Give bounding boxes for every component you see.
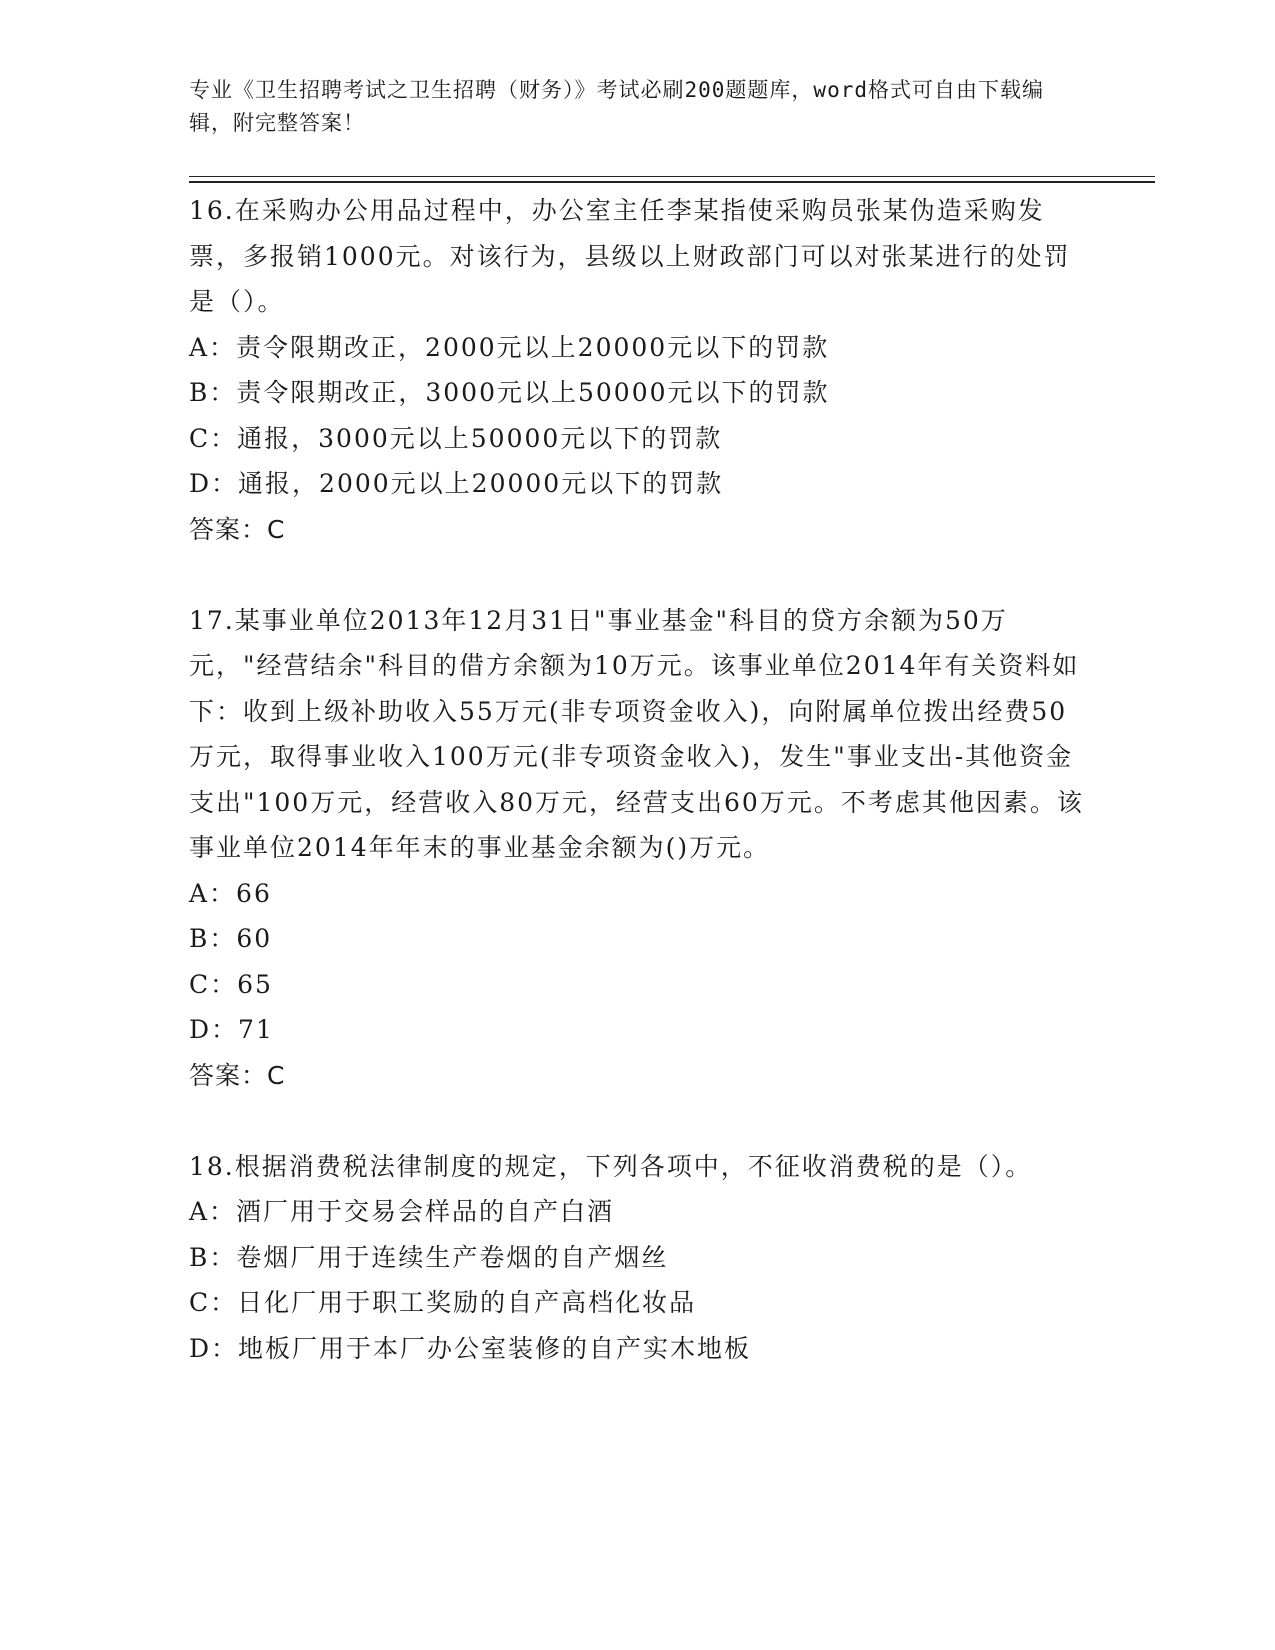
answer: 答案：C <box>189 1060 286 1090</box>
question-stem: 18.根据消费税法律制度的规定，下列各项中，不征收消费税的是（）。 <box>189 1151 1033 1181</box>
option-c: C：65 <box>189 969 273 999</box>
question-stem: 17.某事业单位2013年12月31日"事业基金"科目的贷方余额为50万元，"经营结余"科目的借方余额为10万元。该事业单位2014年有关资料如下：收到上级补助收入55万元(非专项资金收入)，向附属单位拨出经费50万元，取得事业收入100万元(非专项资金收入)，发生"事业支出-其他资金支出"100万元，经营收入80万元，经营支出60万元。不考虑其他因素。该事业单位2014年年末的事业基金余额为()万元。 <box>189 605 1084 862</box>
option-a: A：责令限期改正，2000元以上20000元以下的罚款 <box>189 332 830 362</box>
option-b: B：责令限期改正，3000元以上50000元以下的罚款 <box>189 378 830 407</box>
question-stem: 16.在采购办公用品过程中，办公室主任李某指使采购员张某伪造采购发票，多报销1000元。对该行为，县级以上财政部门可以对张某进行的处罚是（）。 <box>189 196 1071 316</box>
option-b: B：60 <box>189 924 273 953</box>
option-a: A：酒厂用于交易会样品的自产白酒 <box>189 1197 615 1226</box>
question-17 <box>189 598 1089 1099</box>
question-16 <box>189 188 1089 552</box>
header-divider-thin <box>189 176 1155 177</box>
option-d: D：地板厂用于本厂办公室装修的自产实木地板 <box>189 1333 752 1363</box>
question-18 <box>189 1144 1089 1372</box>
question-spacer <box>189 1098 1089 1144</box>
answer: 答案：C <box>189 514 286 544</box>
header-divider-thick <box>189 181 1155 183</box>
option-c: C：日化厂用于职工奖励的自产高档化妆品 <box>189 1288 697 1317</box>
option-d: D：71 <box>189 1015 274 1044</box>
option-c: C：通报，3000元以上50000元以下的罚款 <box>189 423 723 453</box>
document-header <box>189 74 1069 140</box>
option-b: B：卷烟厂用于连续生产卷烟的自产烟丝 <box>189 1242 669 1272</box>
question-spacer <box>189 552 1089 598</box>
question-list <box>189 188 1089 1371</box>
option-d: D：通报，2000元以上20000元以下的罚款 <box>189 469 724 498</box>
option-a: A：66 <box>189 878 272 908</box>
header-title: 专业《卫生招聘考试之卫生招聘（财务）》考试必刷200题题库，word格式可自由下载编辑，附完整答案！ <box>189 78 1044 135</box>
